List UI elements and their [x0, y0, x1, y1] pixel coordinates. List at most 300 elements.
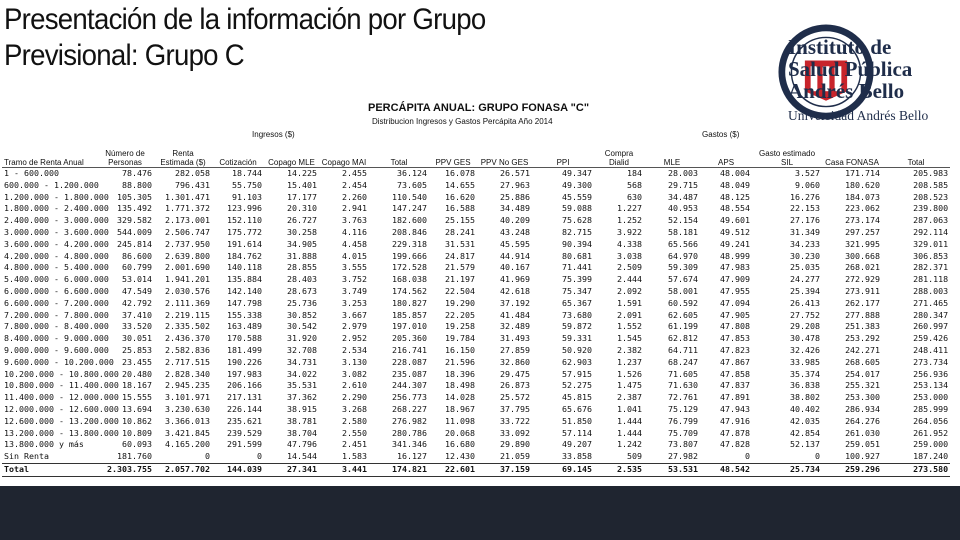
table-cell: 152.110: [227, 215, 263, 226]
table-cell: 3.922: [617, 226, 643, 237]
column-header: Total: [882, 141, 950, 168]
table-cell: 68.247: [668, 356, 699, 367]
table-cell: 239.800: [913, 203, 949, 214]
table-cell: 75.347: [562, 285, 593, 296]
column-header: Tramo de Renta Anual: [2, 141, 96, 168]
table-cell: 27.341: [264, 463, 319, 476]
table-cell: 24.277: [790, 274, 821, 285]
row-label-cell: 11.400.000 - 12.000.000: [4, 392, 119, 403]
table-cell: 2.290: [342, 392, 368, 403]
table-cell: 35.531: [287, 380, 318, 391]
table-cell: 50.920: [562, 344, 593, 355]
table-cell: 208.585: [913, 179, 949, 190]
row-label-cell: 1.800.000 - 2.400.000: [4, 203, 109, 214]
table-cell: 321.995: [845, 238, 881, 249]
table-cell: 1.941.201: [165, 274, 211, 285]
table-cell: 49.241: [720, 238, 751, 249]
table-cell: 2.091: [617, 309, 643, 320]
table-cell: 21.579: [445, 262, 476, 273]
table-cell: 33.520: [122, 321, 152, 332]
table-cell: 28.241: [445, 226, 476, 237]
table-cell: 22.153: [790, 203, 821, 214]
row-label-cell: 7.200.000 - 7.800.000: [4, 309, 109, 320]
table-cell: 40.209: [500, 215, 531, 226]
table-cell: 273.580: [882, 463, 950, 476]
table-cell: 30.478: [790, 333, 821, 344]
table-cell: 197.983: [227, 368, 263, 379]
table-cell: 71.441: [562, 262, 593, 273]
table-cell: 2.737.950: [165, 238, 211, 249]
table-row: [2, 227, 950, 239]
table-cell: 27.752: [790, 309, 821, 320]
table-cell: 26.571: [500, 168, 531, 178]
ingresos-group-header: Ingresos ($): [252, 130, 295, 140]
table-cell: 73.605: [397, 179, 428, 190]
table-cell: 65.367: [562, 297, 593, 308]
table-cell: 208.846: [392, 226, 428, 237]
table-cell: 36.124: [397, 168, 428, 178]
table-cell: 796.431: [175, 179, 211, 190]
table-cell: 65.566: [668, 238, 699, 249]
table-cell: 171.714: [845, 168, 881, 178]
table-cell: 15.401: [287, 179, 318, 190]
table-cell: 2.444: [617, 274, 643, 285]
table-cell: 281.118: [913, 274, 949, 285]
column-header: Número de Personas: [96, 141, 154, 168]
table-cell: 52.154: [668, 215, 699, 226]
table-cell: 217.131: [227, 392, 263, 403]
table-cell: 264.276: [845, 415, 881, 426]
table-cell: 37.410: [122, 309, 152, 320]
column-header: PPI: [532, 141, 594, 168]
table-cell: 20.310: [287, 203, 318, 214]
table-cell: 2.057.702: [154, 463, 212, 476]
row-label-cell: 5.400.000 - 6.000.000: [4, 274, 109, 285]
table-cell: 287.063: [913, 215, 949, 226]
table-cell: 2.436.370: [165, 333, 211, 344]
table-cell: 147.247: [392, 203, 428, 214]
table-cell: 271.465: [913, 297, 949, 308]
table-cell: 2.303.755: [96, 463, 154, 476]
table-cell: 135.492: [117, 203, 152, 214]
table-cell: 34.233: [790, 238, 821, 249]
table-cell: 291.599: [227, 439, 263, 450]
table-cell: 3.230.630: [165, 403, 211, 414]
table-cell: 17.177: [287, 191, 318, 202]
table-cell: 259.296: [822, 463, 882, 476]
table-cell: 31.349: [790, 226, 821, 237]
table-cell: 25.394: [790, 285, 821, 296]
row-label-cell: 4.800.000 - 5.400.000: [4, 262, 109, 273]
table-cell: 4.015: [342, 250, 368, 261]
table-cell: 235.087: [392, 368, 428, 379]
table-cell: 0: [257, 451, 263, 462]
logo-line-4: Universidad Andrés Bello: [788, 108, 929, 123]
table-cell: 18.167: [122, 380, 152, 391]
table-cell: 205.360: [392, 333, 428, 344]
table-cell: 48.999: [720, 250, 751, 261]
table-cell: 60.093: [122, 439, 152, 450]
table-row: [2, 192, 950, 204]
table-cell: 2.455: [342, 168, 368, 178]
table-cell: 2.534: [342, 344, 368, 355]
table-cell: 11.098: [445, 415, 476, 426]
table-row: [2, 239, 950, 251]
table-cell: 2.535: [594, 463, 644, 476]
table-cell: 60.799: [122, 262, 152, 273]
table-cell: 239.529: [227, 427, 263, 438]
table-cell: 33.092: [500, 427, 531, 438]
column-header: PPV No GES: [477, 141, 532, 168]
table-cell: 174.821: [369, 463, 429, 476]
table-cell: 14.655: [445, 179, 476, 190]
table-cell: 244.307: [392, 380, 428, 391]
table-cell: 2.717.515: [165, 356, 211, 367]
table-cell: 184.762: [227, 250, 263, 261]
table-cell: 2.382: [617, 344, 643, 355]
table-cell: 2.451: [342, 439, 368, 450]
column-header: Casa FONASA: [822, 141, 882, 168]
table-cell: 18.498: [445, 380, 476, 391]
table-cell: 59.872: [562, 321, 593, 332]
table-row: [2, 439, 950, 451]
table-cell: 13.694: [122, 403, 152, 414]
table-cell: 15.555: [122, 392, 152, 403]
table-cell: 62.903: [562, 356, 593, 367]
table-cell: 180.827: [392, 297, 428, 308]
column-header: Compra Dialid: [594, 141, 644, 168]
table-cell: 297.257: [845, 226, 881, 237]
table-cell: 62.605: [668, 309, 699, 320]
table-cell: 33.858: [562, 451, 593, 462]
table-cell: 3.101.971: [165, 392, 211, 403]
table-cell: 38.781: [287, 415, 318, 426]
column-header: Cotización: [212, 141, 264, 168]
table-row: [2, 180, 950, 192]
table-cell: 1.444: [617, 427, 643, 438]
logo-line-2: Salud Pública: [788, 57, 913, 81]
table-cell: 2.550: [342, 427, 368, 438]
table-cell: 30.542: [287, 321, 318, 332]
row-label-cell: 7.800.000 - 8.400.000: [4, 321, 109, 332]
table-cell: 19.784: [445, 333, 476, 344]
table-cell: 123.996: [227, 203, 263, 214]
table-cell: 2.509: [617, 262, 643, 273]
table-cell: 32.860: [500, 356, 531, 367]
table-cell: 20.068: [445, 427, 476, 438]
table-cell: 285.999: [913, 403, 949, 414]
table-header-row: [2, 141, 950, 168]
logo-text: [788, 36, 928, 124]
total-row: [2, 463, 950, 476]
column-header: PPV GES: [429, 141, 477, 168]
table-cell: 2.454: [342, 179, 368, 190]
table-cell: 280.347: [913, 309, 949, 320]
table-cell: 280.786: [392, 427, 428, 438]
column-header: MLE: [644, 141, 700, 168]
table-row: [2, 262, 950, 274]
table-cell: 16.078: [445, 168, 476, 178]
table-cell: 3.366.013: [165, 415, 211, 426]
table-cell: 142.140: [227, 285, 263, 296]
table-cell: 2.219.115: [165, 309, 211, 320]
table-cell: 2.639.800: [165, 250, 211, 261]
table-cell: 36.838: [790, 380, 821, 391]
table-cell: 0: [205, 451, 211, 462]
table-cell: 48.004: [720, 168, 751, 178]
table-cell: 16.276: [790, 191, 821, 202]
table-cell: 180.620: [845, 179, 881, 190]
row-label-cell: 13.800.000 y más: [4, 439, 84, 450]
table-cell: 31.888: [287, 250, 318, 261]
table-cell: 268.605: [845, 356, 881, 367]
table-cell: 29.890: [500, 439, 531, 450]
table-cell: 30.051: [122, 333, 152, 344]
row-label-cell: 2.400.000 - 3.000.000: [4, 215, 109, 226]
table-cell: 254.017: [845, 368, 881, 379]
column-header: Renta Estimada ($): [154, 141, 212, 168]
table-cell: 47.983: [720, 262, 751, 273]
table-cell: 168.038: [392, 274, 428, 285]
table-cell: 47.828: [720, 439, 751, 450]
table-cell: 4.116: [342, 226, 368, 237]
table-cell: 59.088: [562, 203, 593, 214]
table-cell: 47.808: [720, 321, 751, 332]
table-row: [2, 451, 950, 463]
table-cell: 73.807: [668, 439, 699, 450]
table-cell: 57.674: [668, 274, 699, 285]
row-label-cell: 3.600.000 - 4.200.000: [4, 238, 109, 249]
table-cell: 25.155: [445, 215, 476, 226]
table-cell: 27.176: [790, 215, 821, 226]
table-cell: 261.030: [845, 427, 881, 438]
table-cell: 76.799: [668, 415, 699, 426]
table-cell: 48.125: [720, 191, 751, 202]
table-cell: 175.772: [227, 226, 263, 237]
table-cell: 28.855: [287, 262, 318, 273]
table-cell: 3.038: [617, 250, 643, 261]
table-cell: 105.305: [117, 191, 152, 202]
table-cell: 44.914: [500, 250, 531, 261]
table-cell: 16.127: [397, 451, 428, 462]
table-cell: 16.588: [445, 203, 476, 214]
table-cell: 75.129: [668, 403, 699, 414]
table-cell: 88.800: [122, 179, 152, 190]
table-cell: 29.475: [500, 368, 531, 379]
table-cell: 273.911: [845, 285, 881, 296]
table-cell: 282.058: [175, 168, 211, 178]
table-title: PERCÁPITA ANUAL: GRUPO FONASA "C": [368, 102, 590, 114]
table-cell: 65.676: [562, 403, 593, 414]
table-cell: 306.853: [913, 250, 949, 261]
table-cell: 242.271: [845, 344, 881, 355]
table-cell: 3.763: [342, 215, 368, 226]
column-header: Gasto estimado SIL: [752, 141, 822, 168]
table-cell: 273.174: [845, 215, 881, 226]
table-cell: 163.489: [227, 321, 263, 332]
table-cell: 49.512: [720, 226, 751, 237]
table-cell: 544.009: [117, 226, 152, 237]
table-cell: 47.905: [720, 309, 751, 320]
table-cell: 22.205: [445, 309, 476, 320]
row-label-cell: 8.400.000 - 9.000.000: [4, 333, 109, 344]
table-cell: 1.252: [617, 215, 643, 226]
table-cell: 78.476: [122, 168, 152, 178]
table-cell: 47.796: [287, 439, 318, 450]
table-cell: 37.159: [477, 463, 532, 476]
table-cell: 253.134: [913, 380, 949, 391]
table-cell: 0: [745, 451, 751, 462]
table-cell: 26.873: [500, 380, 531, 391]
table-cell: 262.177: [845, 297, 881, 308]
table-cell: 55.750: [232, 179, 263, 190]
table-cell: 19.290: [445, 297, 476, 308]
table-cell: 32.489: [500, 321, 531, 332]
table-cell: 2.580: [342, 415, 368, 426]
table-cell: 28.003: [668, 168, 699, 178]
table-cell: 41.484: [500, 309, 531, 320]
table-cell: 286.934: [845, 403, 881, 414]
table-cell: 4.338: [617, 238, 643, 249]
table-cell: 248.411: [913, 344, 949, 355]
table-cell: 27.859: [500, 344, 531, 355]
table-cell: 268.227: [392, 403, 428, 414]
table-cell: 329.011: [913, 238, 949, 249]
table-cell: 64.711: [668, 344, 699, 355]
table-cell: 21.197: [445, 274, 476, 285]
table-cell: 276.982: [392, 415, 428, 426]
table-cell: 20.480: [122, 368, 152, 379]
table-cell: 2.387: [617, 392, 643, 403]
table-cell: 42.618: [500, 285, 531, 296]
table-cell: 52.275: [562, 380, 593, 391]
table-cell: 4.165.200: [165, 439, 211, 450]
table-cell: 49.300: [562, 179, 593, 190]
table-cell: 3.555: [342, 262, 368, 273]
table-cell: 47.878: [720, 427, 751, 438]
table-cell: 223.062: [845, 203, 881, 214]
table-cell: 3.441: [319, 463, 369, 476]
table-cell: 64.970: [668, 250, 699, 261]
gastos-group-header: Gastos ($): [702, 130, 740, 140]
table-cell: 259.426: [913, 333, 949, 344]
table-cell: 38.915: [287, 403, 318, 414]
table-cell: 29.208: [790, 321, 821, 332]
table-cell: 12.430: [445, 451, 476, 462]
table-cell: 75.628: [562, 215, 593, 226]
table-cell: 27.982: [668, 451, 699, 462]
table-cell: 72.761: [668, 392, 699, 403]
table-cell: 147.798: [227, 297, 263, 308]
table-cell: 144.039: [212, 463, 264, 476]
table-cell: 71.630: [668, 380, 699, 391]
table-row: [2, 404, 950, 416]
table-cell: 10.862: [122, 415, 152, 426]
table-cell: 9.060: [795, 179, 821, 190]
table-cell: 51.850: [562, 415, 593, 426]
table-cell: 259.000: [913, 439, 949, 450]
table-row: [2, 380, 950, 392]
table-cell: 48.049: [720, 179, 751, 190]
table-cell: 49.207: [562, 439, 593, 450]
table-cell: 31.920: [287, 333, 318, 344]
table-cell: 38.802: [790, 392, 821, 403]
table-cell: 174.562: [392, 285, 428, 296]
table-cell: 45.815: [562, 392, 593, 403]
table-cell: 273.734: [913, 356, 949, 367]
table-cell: 0: [815, 451, 821, 462]
table-cell: 341.346: [392, 439, 428, 450]
row-label-cell: Sin Renta: [4, 451, 49, 462]
table-cell: 47.909: [720, 274, 751, 285]
row-label-cell: 10.200.000 - 10.800.000: [4, 368, 119, 379]
table-cell: 40.402: [790, 403, 821, 414]
table-cell: 228.087: [392, 356, 428, 367]
table-cell: 18.396: [445, 368, 476, 379]
table-cell: 1.242: [617, 439, 643, 450]
table-row: [2, 310, 950, 322]
row-label-cell: 12.000.000 - 12.600.000: [4, 403, 119, 414]
table-cell: 47.858: [720, 368, 751, 379]
table-cell: 3.667: [342, 309, 368, 320]
table-cell: 197.010: [392, 321, 428, 332]
table-cell: 26.413: [790, 297, 821, 308]
table-cell: 329.582: [117, 215, 152, 226]
column-header: Total: [369, 141, 429, 168]
table-cell: 42.792: [122, 297, 152, 308]
table-cell: 1.237: [617, 356, 643, 367]
table-row: [2, 333, 950, 345]
table-cell: 14.225: [287, 168, 318, 178]
table-cell: 29.715: [668, 179, 699, 190]
table-cell: 22.601: [429, 463, 477, 476]
table-cell: 53.531: [644, 463, 700, 476]
table-cell: 2.260: [342, 191, 368, 202]
table-cell: 172.528: [392, 262, 428, 273]
table-cell: 199.666: [392, 250, 428, 261]
table-cell: 48.554: [720, 203, 751, 214]
table-cell: 509: [627, 451, 643, 462]
table-cell: 35.374: [790, 368, 821, 379]
table-cell: 45.559: [562, 191, 593, 202]
table-cell: 110.540: [392, 191, 428, 202]
table-cell: 292.114: [913, 226, 949, 237]
table-row: [2, 286, 950, 298]
table-cell: 25.886: [500, 191, 531, 202]
table-cell: 3.130: [342, 356, 368, 367]
table-cell: 2.030.576: [165, 285, 211, 296]
table-cell: 1.545: [617, 333, 643, 344]
table-cell: 73.680: [562, 309, 593, 320]
table-cell: 10.809: [122, 427, 152, 438]
row-label-cell: 9.000.000 - 9.600.000: [4, 344, 109, 355]
row-label-cell: 1.200.000 - 1.800.000: [4, 191, 109, 202]
table-cell: 40.167: [500, 262, 531, 273]
table-cell: 184: [627, 168, 643, 178]
table-cell: 155.338: [227, 309, 263, 320]
table-cell: 16.150: [445, 344, 476, 355]
table-row: [2, 428, 950, 440]
table-cell: 34.487: [668, 191, 699, 202]
table-row: [2, 416, 950, 428]
table-cell: 58.181: [668, 226, 699, 237]
table-cell: 226.144: [227, 403, 263, 414]
table-cell: 23.455: [122, 356, 152, 367]
table-cell: 25.734: [752, 463, 822, 476]
table-cell: 14.028: [445, 392, 476, 403]
table-cell: 25.572: [500, 392, 531, 403]
table-cell: 62.812: [668, 333, 699, 344]
